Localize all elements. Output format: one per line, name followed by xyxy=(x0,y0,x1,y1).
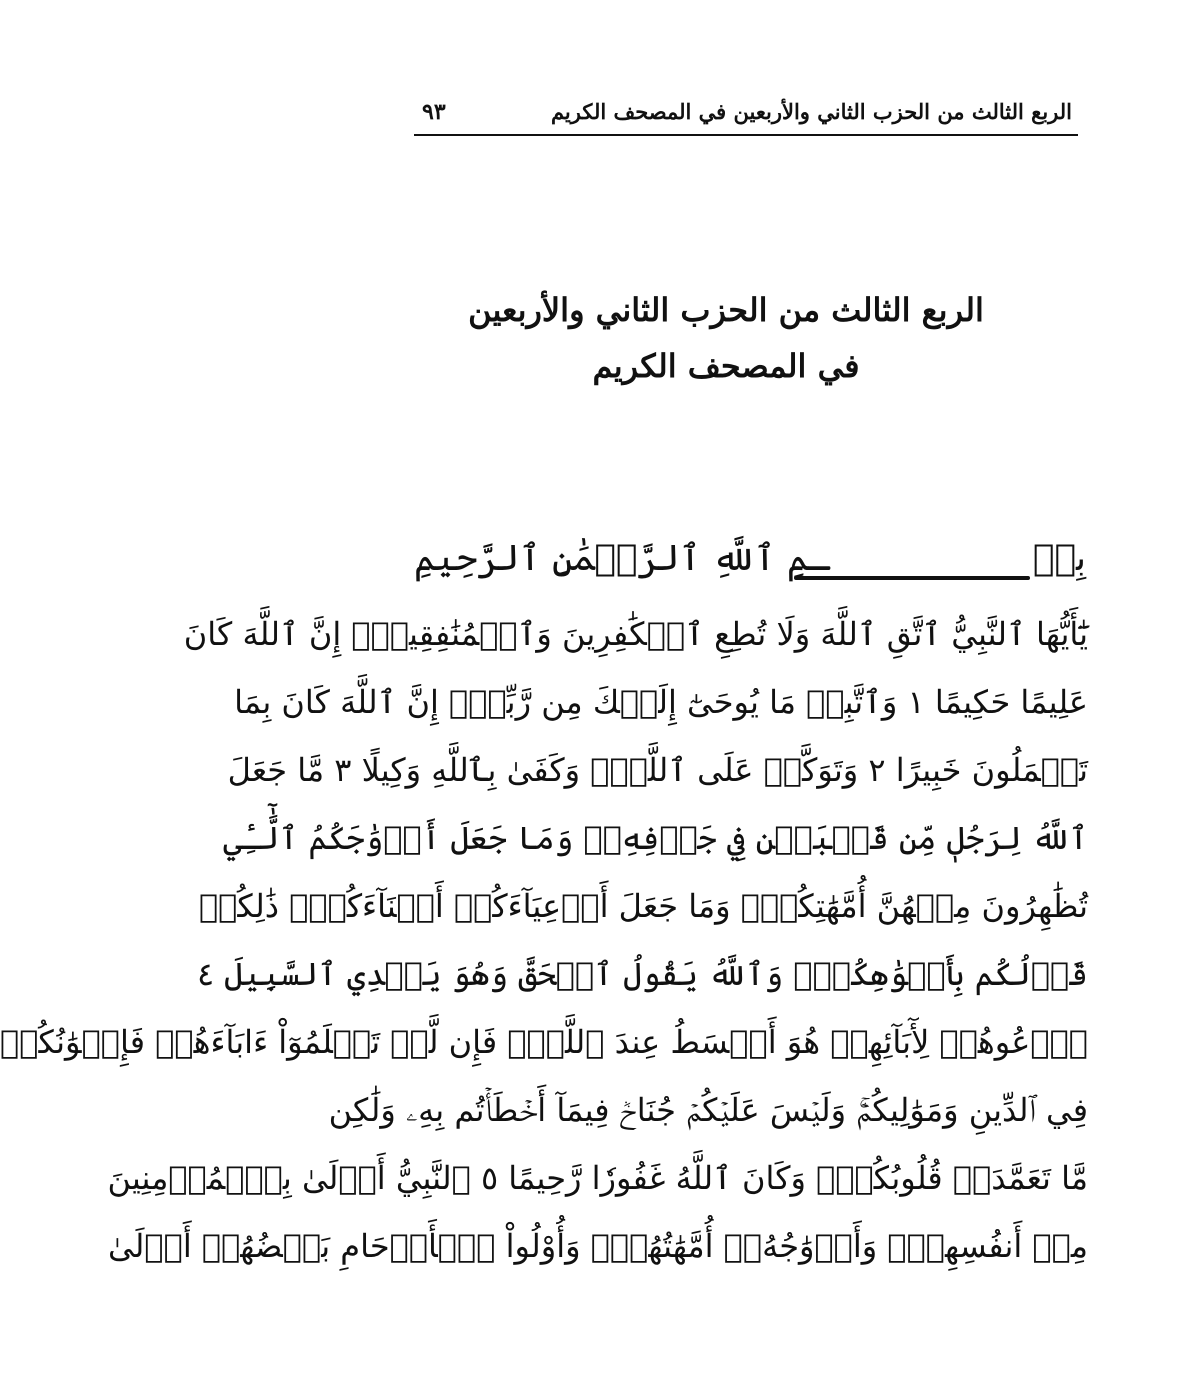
verse-text-block xyxy=(0,600,1088,1280)
verse-line: مَّا تَعَمَّدَتۡ قُلُوبُكُمۡۚ وَكَانَ ٱللَّهُ غَفُورٗا رَّحِيمًا ٥ ٱلنَّبِيُّ أَوۡلَىٰ بِٱلۡمُؤۡمِنِينَ xyxy=(107,1159,1088,1197)
verse-line: تُظَٰهِرُونَ مِنۡهُنَّ أُمَّهَٰتِكُمۡۚ وَمَا جَعَلَ أَدۡعِيَآءَكُمۡ أَبۡنَآءَكُمۡۚ ذَٰلِكُمۡ xyxy=(198,887,1088,925)
verse-line: عَلِيمًا حَكِيمًا ١ وَٱتَّبِعۡ مَا يُوحَىٰٓ إِلَيۡكَ مِن رَّبِّكَۚ إِنَّ ٱللَّهَ كَانَ بِمَا xyxy=(234,683,1088,721)
heading-line-2: في المصحف الكريم xyxy=(592,347,860,385)
basmala-start: بِسۡ xyxy=(1032,538,1086,579)
section-heading xyxy=(446,282,1006,394)
verse-line: ٱللَّهُ لِرَجُلٖ مِّن قَلۡبَيۡنِ فِي جَوۡفِهِۦۚ وَمَا جَعَلَ أَزۡوَٰجَكُمُ ٱلَّٰٓـِٔي xyxy=(223,819,1088,857)
page-number: ٩٣ xyxy=(422,99,446,125)
verse-line: يَٰٓأَيُّهَا ٱلنَّبِيُّ ٱتَّقِ ٱللَّهَ وَلَا تُطِعِ ٱلۡكَٰفِرِينَ وَٱلۡمُنَٰفِقِينَۚ إِنَّ ٱللَّهَ كَانَ xyxy=(183,615,1088,653)
running-title: الربع الثالث من الحزب الثاني والأربعين في المصحف الكريم xyxy=(550,99,1072,124)
basmala-kashida-stroke xyxy=(794,576,1030,580)
verse-line: تَعۡمَلُونَ خَبِيرًا ٢ وَتَوَكَّلۡ عَلَى ٱللَّهِۚ وَكَفَىٰ بِٱللَّهِ وَكِيلًا ٣ مَّا جَعَلَ xyxy=(227,751,1088,789)
verse-line: فِي ٱلدِّينِ وَمَوَٰلِيكُمۡۚ وَلَيۡسَ عَلَيۡكُمۡ جُنَاحٞ فِيمَآ أَخۡطَأۡتُم بِهِۦ وَلَٰكِن xyxy=(328,1091,1088,1129)
verse-line: مِنۡ أَنفُسِهِمۡۖ وَأَزۡوَٰجُهُۥٓ أُمَّهَٰتُهُمۡۗ وَأُوْلُواْ ٱلۡأَرۡحَامِ بَعۡضُهُمۡ أَوۡلَىٰ xyxy=(108,1227,1088,1265)
verse-line: ٱدۡعُوهُمۡ لِأٓبَآئِهِمۡ هُوَ أَقۡسَطُ عِندَ ٱللَّهِۚ فَإِن لَّمۡ تَعۡلَمُوٓاْ ءَابَآءَهُمۡ فَإِخۡوَٰنُكُمۡ xyxy=(0,1023,1088,1061)
running-header xyxy=(414,94,1078,136)
verse-line: قَوۡلُكُم بِأَفۡوَٰهِكُمۡۖ وَٱللَّهُ يَقُولُ ٱلۡحَقَّ وَهُوَ يَهۡدِي ٱلسَّبِيلَ ٤ xyxy=(196,955,1088,993)
basmala xyxy=(406,528,1086,594)
heading-line-1: الربع الثالث من الحزب الثاني والأربعين xyxy=(468,291,984,329)
basmala-end: ـمِ ٱللَّهِ ٱلرَّحۡمَٰنِ ٱلرَّحِيمِ xyxy=(414,538,830,579)
